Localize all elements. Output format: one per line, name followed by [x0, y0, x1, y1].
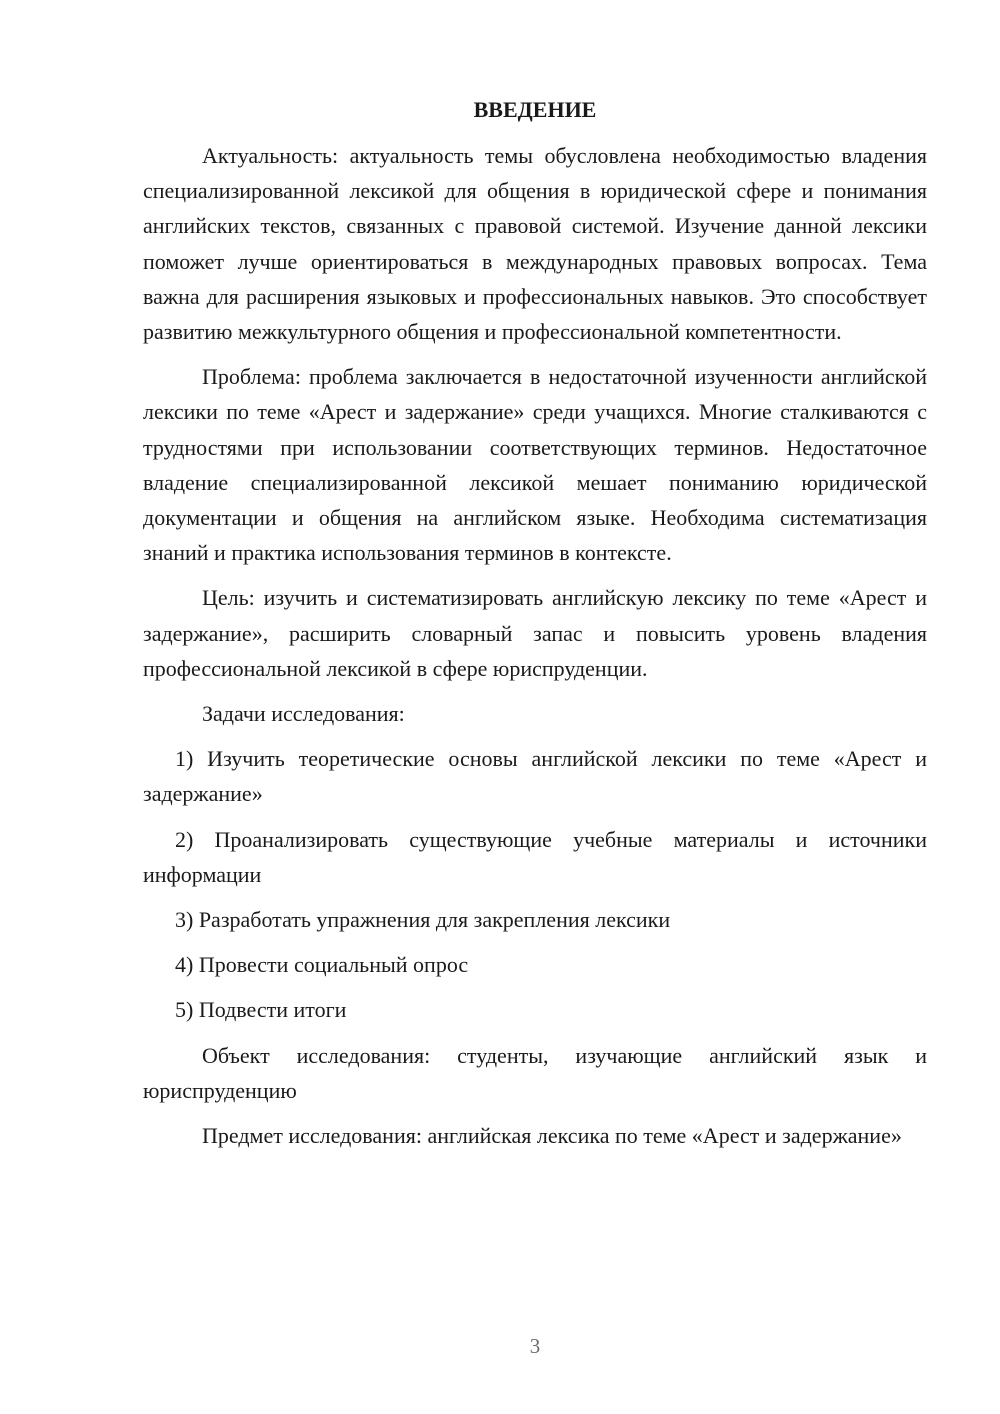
task-item-5: 5) Подвести итоги — [175, 997, 347, 1023]
task-item-3: 3) Разработать упражнения для закрепления лексики — [175, 907, 671, 933]
problem-paragraph: Проблема: проблема заключается в недостаточной изученности английской лексики по теме «Арест и задержание» среди учащихся. Многие сталкиваются с трудностями при использовании соответствующих терминов. Недостаточное владение специализированной лексикой мешает пониманию юридической документации и общения на английском языке. Необходима систематизация знаний и практика использования терминов в контексте. — [143, 364, 927, 566]
subject-paragraph: Предмет исследования: английская лексика по теме «Арест и задержание» — [202, 1123, 902, 1149]
object-paragraph: Объект исследования: студенты, изучающие английский язык и юриспруденцию — [143, 1042, 927, 1103]
goal-paragraph: Цель: изучить и систематизировать английскую лексику по теме «Арест и задержание», расширить словарный запас и повысить уровень владения профессиональной лексикой в сфере юриспруденции. — [143, 585, 927, 681]
relevance-paragraph: Актуальность: актуальность темы обусловлена необходимостью владения специализированной лексикой для общения в юридической сфере и понимания английских текстов, связанных с правовой системой. Изучение данной лексики поможет лучше ориентироваться в международных правовых вопросах. Тема важна для расширения языковых и профессиональных навыков. Это способствует развитию межкультурного общения и профессиональной компетентности. — [143, 143, 927, 345]
task-item-2: 2) Проанализировать существующие учебные материалы и источники информации — [143, 826, 927, 887]
section-title: ВВЕДЕНИЕ — [473, 97, 597, 122]
page-number: 3 — [529, 1334, 541, 1358]
task-item-4: 4) Провести социальный опрос — [175, 952, 469, 978]
task-item-1: 1) Изучить теоретические основы английской лексики по теме «Арест и задержание» — [143, 746, 927, 807]
tasks-heading: Задачи исследования: — [202, 701, 405, 727]
document-body — [143, 92, 927, 1163]
